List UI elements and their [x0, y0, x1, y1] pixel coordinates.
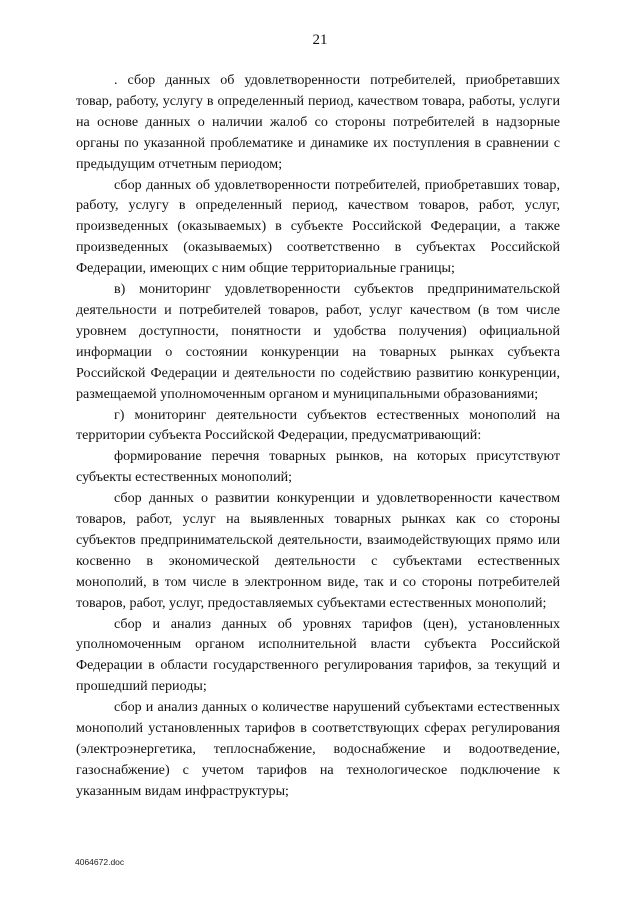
paragraph-market-list: формирование перечня товарных рынков, на которых присутствуют субъекты естественных монополий;	[76, 448, 560, 486]
paragraph-consumer-satisfaction-regions: сбор данных об удовлетворенности потребителей, приобретавших товар, работу, услугу в определенный период, качеством товаров, работ, услуг, произведенных (оказываемых) в субъекте Российской Федерации, а также произведенных (оказываемых) соответственно в субъектах Российской Федерации, имеющих с ним общие территориальные границы;	[76, 176, 560, 277]
paragraph-tariff-levels: сбор и анализ данных об уровнях тарифов (цен), установленных уполномоченным органом исполнительной власти субъекта Российской Федерации в области государственного регулирования тарифов, за текущий и прошедший периоды;	[76, 615, 560, 695]
paragraph-tariff-violations: сбор и анализ данных о количестве нарушений субъектами естественных монополий установленных тарифов в соответствующих сферах регулирования (электроэнергетика, теплоснабжение, водоснабжение и водоотведение, газоснабжение) с учетом тарифов на технологическое подключение к указанным видам инфраструктуры;	[76, 699, 560, 799]
paragraph-item-v-monitoring-info: в) мониторинг удовлетворенности субъектов предпринимательской деятельности и потребителей товаров, работ, услуг качеством (в том числе уровнем доступности, понятности и удобства получения) официальной информации о состоянии конкуренции на товарных рынках субъекта Российской Федерации и деятельности по содействию развитию конкуренции, размещаемой уполномоченным органом и муниципальными образованиями;	[76, 281, 560, 402]
paragraph-competition-data: сбор данных о развитии конкуренции и удовлетворенности качеством товаров, работ, услуг на выявленных товарных рынках как со стороны субъектов предпринимательской деятельности, взаимодействующих прямо или косвенно в экономической деятельности с субъектами естественных монополий, в том числе в электронном виде, так и со стороны потребителей товаров, работ, услуг, предоставляемых субъектами естественных монополий;	[76, 490, 560, 611]
paragraph-item-g-natural-monopolies: г) мониторинг деятельности субъектов естественных монополий на территории субъекта Российской Федерации, предусматривающий:	[76, 406, 560, 444]
paragraph-consumer-complaints: . сбор данных об удовлетворенности потребителей, приобретавших товар, работу, услугу в определенный период, качеством товара, работы, услуги на основе данных о наличии жалоб со стороны потребителей в надзорные органы по указанной проблематике и динамике их поступления в сравнении с предыдущим отчетным периодом;	[76, 72, 560, 172]
page-number: 21	[312, 32, 328, 48]
file-name-footer: 4064672.doc	[75, 857, 125, 867]
document-body	[76, 70, 560, 802]
